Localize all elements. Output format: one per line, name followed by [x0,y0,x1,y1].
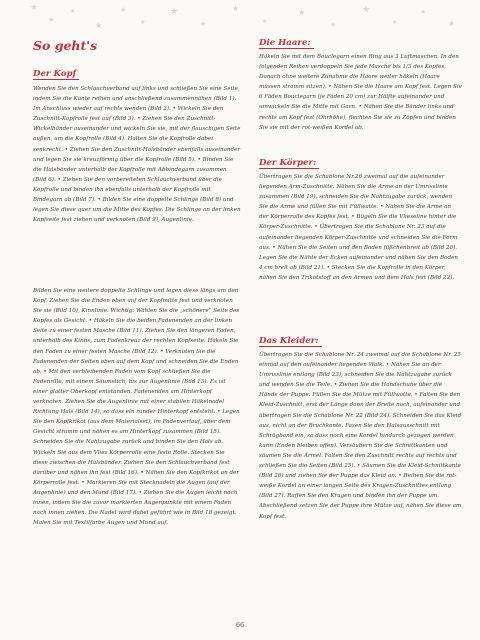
haare-paragraph: Häkeln Sie mit dem Bouclegarn einen Ring aus 3 Luftmaschen. In den folgenden Reihen verdoppeln Sie jede Masche bis 1/3 des Kopfes. Danach ohne weitere Zunahme die Haare weiter häkeln (Haare müssen stramm sitzen). • Nähen Sie die Haare am Kopf fest. Legen Sie 6 Fäden Bouclegarn (je Faden 20 cm) zur Hälfte aufeinander und umwickeln Sie die Mitte mit Garn. • Nähen Sie die Bänder links und rechts am Kopf fest (Ohrhöhe), flechten Sie sie zu Zöpfen und binden Sie sie mit der rot-weißen Kordel ab. [259,54,462,131]
svg-text:★: ★ [170,7,179,17]
svg-text:★: ★ [200,20,207,28]
svg-text:★: ★ [298,8,306,17]
page-number: 66 [235,621,245,629]
page-heading: So geht's [33,38,98,53]
svg-text:★: ★ [140,19,146,26]
svg-text:★: ★ [262,18,268,25]
kopf-paragraph-1: Wenden Sie den Schlauchverband auf links und schließen Sie eine Seite, indem Sie die Kante reihen und anschließend zusammennähen (Bild 1). Im Anschluss wieder auf rechts wenden (Bild 2). • Wickeln Sie den Zuschnitt-Kopfrolle fest auf (Bild 3). • Ziehen Sie den Zuschnitt-Wickelbänder auseinander und wickeln Sie sie, mit der flauschigen Seite außen, um die Kopfrolle (Bild 4). Halten Sie die Kopfrolle dabei senkrecht. • Ziehen Sie den Zuschnitt-Halsbänder ebenfalls auseinander und legen Sie sie kreuzförmig über die Kopfrolle (Bild 5). • Binden Sie die Halsbänder unterhalb der Kopfrolle mit Abbindegarn zusammen (Bild 6). • Ziehen Sie den vorbereiteten Schlauchverband über die Kopfrolle und binden ihn ebenfalls unterhalb der Kopfrolle mit Bindegarn ab (Bild 7). • Bilden Sie eine doppelte Schlinge (Bild 8) und legen Sie diese quer um die Mitte des Kopfes. Die Schlinge an der linken Kopfseite fest ziehen und verknoten (Bild 9), Augenlinie. [33,86,241,224]
section-title-haare: Die Haare: [259,38,314,49]
section-title-kleider: Das Kleider: [259,336,322,347]
svg-text:★: ★ [48,16,55,24]
kopf-paragraph-2: Bilden Sie eine weitere doppelte Schlinge und legen diese längs um den Kopf. Ziehen Sie die Enden oben auf der Kopfmitte fest und verknoten Sie sie (Bild 10), Kinnlinie. Wichtig: Wählen Sie die „schönere“ Seite des Kopfes als Gesicht. • Häkeln Sie die beiden Fadenenden an der linken Seite zu einer festen Masche (Bild 11). Ziehen Sie den längeren Faden, unterhalb des Kinns, zum Fadenkreuz der rechten Kopfseite. Häkeln Sie den Faden zu einer festen Masche (Bild 12). • Verknoten Sie die Fadenenden der Seiten oben auf dem Kopf und schneiden Sie die Enden ab. • Mit den verbleibenden Faden vom Kopf schließen Sie die Fadenrille, mit einem Saumstich, bis zur Augenlinie (Bild 13). Es ist einer glatter Oberkopf entstanden. Fadenenden am Hinterkopf verknoten. Ziehen Sie die Augenlinie mit einer stabilen Häkelnadel Richtung Hals (Bild 14), so dass ein runder Hinterkopf entsteht. • Legen Sie den Kopfkrikot (aus dem Materialset), im Fadenverlauf, über dem Gesicht stramm und nähen es am Hinterkopf zusammen (Bild 15). Schneiden Sie die Nahtzugabe zurück und binden Sie den Hals ab. Wickeln Sie aus dem Vlies Körperrolle eine feste Rolle. Stecken Sie diese zwischen die Halsbänder. Ziehen Sie den Schlauchverband fest darüber und nähen ihn fest (Bild 16). • Nähen Sie den Kopfkrikot an der Körperrolle fest. • Markieren Sie mit Stecknadeln die Augen (auf der Augenlinie) und den Mund (Bild 17). • Ziehen Sie die Augen leicht nach innen, indem Sie die zuvor markierten Augenpunkte mit einem Faden nach innen ziehen. Die Nadel wird dabei geführt wie in Bild 18 gezeigt. Malen Sie mit Textilfarbe Augen und Mund auf. [33,288,240,527]
svg-text:★: ★ [362,5,371,15]
section-title-koerper: Der Körper: [259,158,319,169]
koerper-paragraph: Übertragen Sie die Schablone Nr.26 zweimal auf die aufeinander liegenden Arm-Zuschnitte. Nähen Sie die Arme an der Umrisslinie zusammen (Bild 19), schneiden Sie die Nahtzugabe zurück, wenden Sie die Arme und füllen Sie mit Füllwatte. • Nähen Sie die Arme an der Körperrolle des Kopfes fest. • Bügeln Sie die Vlieseline hinter die Körper-Zuschnitte. • Übertragen Sie die Schablone Nr. 23 auf die aufeinander liegenden Körper-Zuschnitte und schneiden Sie die Form aus. • Nähen Sie die Seiten und den Boden füßchenbreit ab (Bild 20). Legen Sie die Nähte der Ecken aufeinander und nähen Sie den Boden 4 cm breit ab (Bild 21). • Stecken Sie die Kopfrolle in den Körper, nähen Sie den Trikotstoff an den Armen und dem Hals fest (Bild 22). [259,174,459,281]
decorative-stars [0,0,480,40]
kleider-paragraph: Übertragen Sie die Schablone Nr. 24 zweimal auf die Schablone Nr. 25 einmal auf den aufeinander liegenden Walk. • Nähen Sie an der Umrisslinie entlang (Bild 23), schneiden Sie die Nahtzugabe zurück und wenden Sie die Teile. • Ziehen Sie die Handschuhe über die Hände der Puppe. Füllen Sie die Mütze mit Füllwatte. • Falten Sie den Kleid-Zuschnitt, erst der Länge dann der Breite nach, aufeinander und übertragen Sie die Schablone Nr. 22 (Bild 24). Schneiden Sie das Kleid aus, nicht an der Bruchkante. Fasen Sie den Halsausschnitt mit Schrägband ein, so dass noch eine Kordel hindurch gezogen werden kann (Enden bleiben offen). Versäubern Sie die Schnittkanten und säumen Sie die Ärmel. Falten Sie den Zuschnitt rechts auf rechts und schließen Sie die Seiten (Bild 25). • Säumen Sie die Kleid-Schnittkante (Bild 26) und ziehen Sie der Puppe das Kleid an. • Reihen Sie die rot-weiße Kordel an einer langen Seite des Kragen-Zuschnittes entlang (Bild 27). Raffen Sie den Kragen und binden ihn der Puppe um. Abschließend setzen Sie der Puppe ihre Mütze auf, nähen Sie diese am Kopf fest. [259,352,462,520]
svg-text:★: ★ [70,8,76,15]
svg-text:★: ★ [30,3,39,13]
svg-text:★: ★ [95,21,103,30]
svg-text:★: ★ [420,8,427,16]
svg-text:★: ★ [448,19,456,28]
section-title-kopf: Der Kopf [33,69,79,80]
svg-text:★: ★ [392,19,398,26]
svg-text:★: ★ [330,21,337,29]
svg-text:★: ★ [232,4,240,13]
svg-text:★: ★ [120,6,127,14]
